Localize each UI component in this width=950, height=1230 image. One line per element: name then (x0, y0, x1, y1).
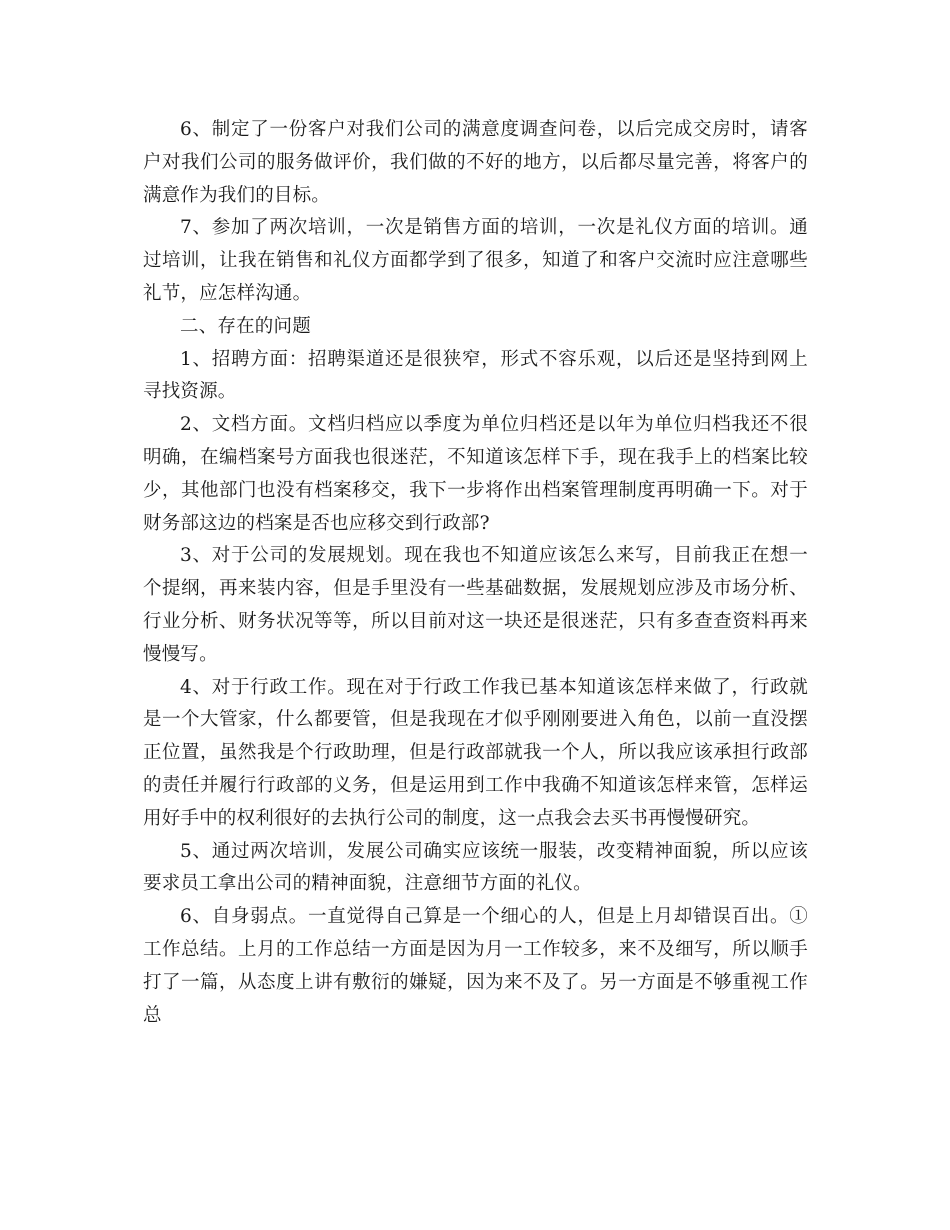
paragraph-problem-2-documents: 2、文档方面。文档归档应以季度为单位归档还是以年为单位归档我还不很明确，在编档案号方面我也很迷茫，不知道该怎样下手，现在我手上的档案比较少，其他部门也没有档案移交，我下一步将作出档案管理制度再明确一下。对于财务部这边的档案是否也应移交到行政部? (143, 414, 808, 534)
paragraph-problem-4-administration: 4、对于行政工作。现在对于行政工作我已基本知道该怎样来做了，行政就是一个大管家，什么都要管，但是我现在才似乎刚刚要进入角色，以前一直没摆正位置，虽然我是个行政助理，但是行政部就我一个人，所以我应该承担行政部的责任并履行行政部的义务，但是运用到工作中我确不知道该怎样来管，怎样运用好手中的权利很好的去执行公司的制度，这一点我会去买书再慢慢研究。 (143, 676, 808, 829)
paragraph-problem-6-weakness: 6、自身弱点。一直觉得自己算是一个细心的人，但是上月却错误百出。①工作总结。上月的工作总结一方面是因为月一工作较多，来不及细写，所以顺手打了一篇，从态度上讲有敷衍的嫌疑，因为来不及了。另一方面是不够重视工作总 (143, 906, 808, 1026)
section-heading-problems: 二、存在的问题 (180, 315, 311, 337)
paragraph-problem-1-recruiting: 1、招聘方面：招聘渠道还是很狭窄，形式不容乐观，以后还是坚持到网上寻找资源。 (143, 348, 808, 403)
paragraph-item-6-survey: 6、制定了一份客户对我们公司的满意度调查问卷，以后完成交房时，请客户对我们公司的服务做评价，我们做的不好的地方，以后都尽量完善，将客户的满意作为我们的目标。 (143, 119, 808, 206)
paragraph-problem-5-uniform: 5、通过两次培训，发展公司确实应该统一服装，改变精神面貌，所以应该要求员工拿出公司的精神面貌，注意细节方面的礼仪。 (143, 840, 808, 895)
paragraph-problem-3-planning: 3、对于公司的发展规划。现在我也不知道应该怎么来写，目前我正在想一个提纲，再来装内容，但是手里没有一些基础数据，发展规划应涉及市场分析、行业分析、财务状况等等，所以目前对这一块还是很迷茫，只有多查查资料再来慢慢写。 (143, 545, 808, 665)
document-body (143, 114, 808, 1032)
paragraph-item-7-training: 7、参加了两次培训，一次是销售方面的培训，一次是礼仪方面的培训。通过培训，让我在销售和礼仪方面都学到了很多，知道了和客户交流时应注意哪些礼节，应怎样沟通。 (143, 217, 808, 304)
